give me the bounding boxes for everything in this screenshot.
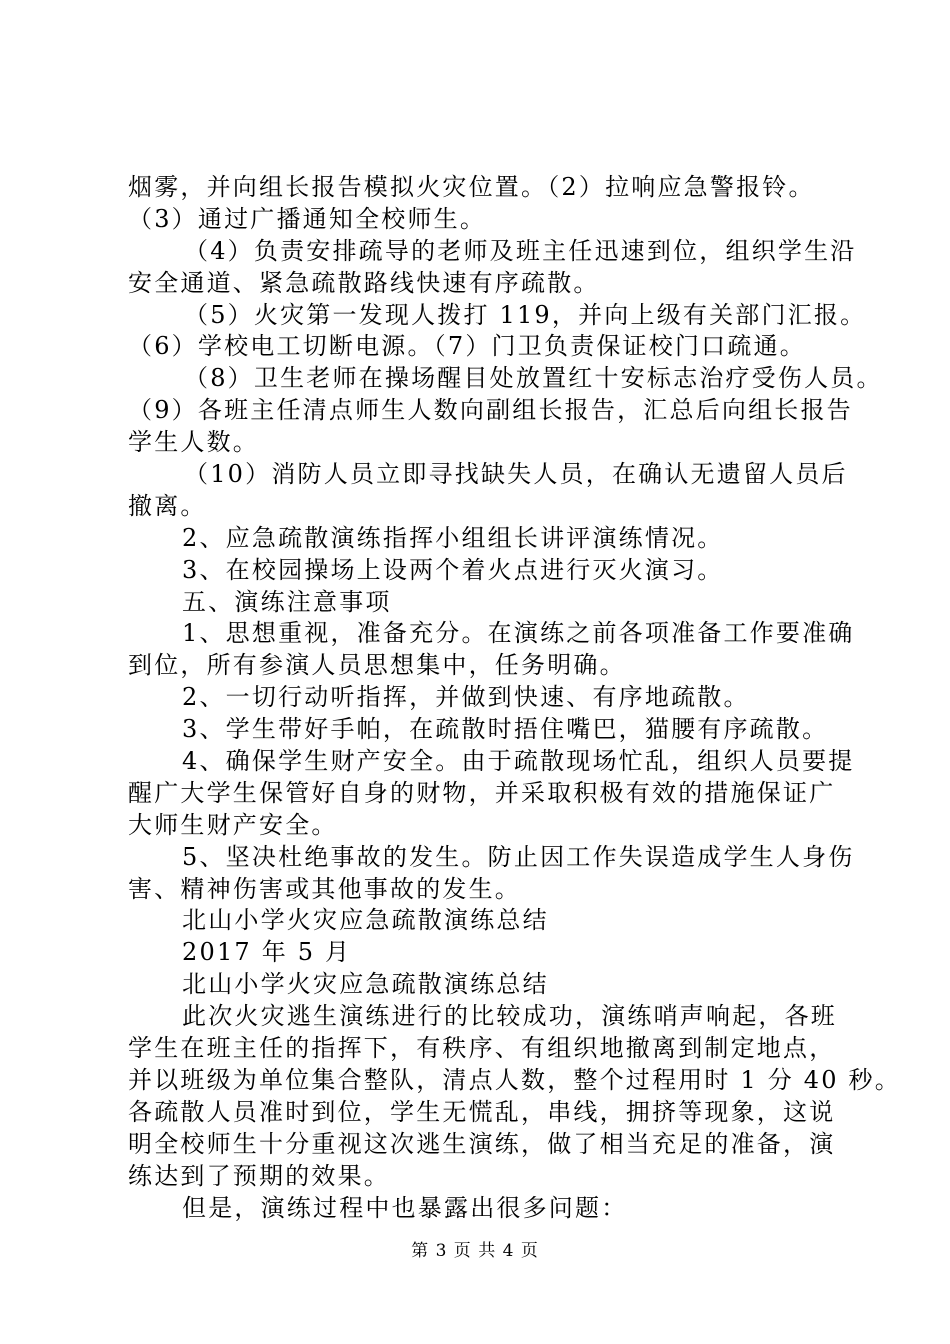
text-line: 2、应急疏散演练指挥小组组长讲评演练情况。: [182, 523, 724, 552]
text-line: 2、一切行动听指挥，并做到快速、有序地疏散。: [182, 683, 750, 712]
text-line: 3、学生带好手帕，在疏散时捂住嘴巴，猫腰有序疏散。: [182, 715, 829, 744]
text-line: 撤离。: [128, 491, 207, 520]
text-line: 5、坚决杜绝事故的发生。防止因工作失误造成学生人身伤: [182, 842, 855, 871]
text-line: （4）负责安排疏导的老师及班主任迅速到位，组织学生沿: [184, 236, 857, 265]
text-line: 练达到了预期的效果。: [128, 1161, 390, 1190]
text-line: （9）各班主任清点师生人数向副组长报告，汇总后向组长报告: [128, 396, 853, 425]
text-line: （3）通过广播通知全校师生。: [128, 204, 487, 233]
text-line: 此次火灾逃生演练进行的比较成功，演练哨声响起，各班: [182, 1002, 837, 1031]
text-line: 到位，所有参演人员思想集中，任务明确。: [128, 651, 626, 680]
text-line: 各疏散人员准时到位，学生无慌乱，串线，拥挤等现象，这说: [128, 1097, 836, 1126]
text-line: （6）学校电工切断电源。（7）门卫负责保证校门口疏通。: [128, 332, 806, 361]
text-line: 明全校师生十分重视这次逃生演练，做了相当充足的准备，演: [128, 1129, 836, 1158]
text-line: （5）火灾第一发现人拨打 119，并向上级有关部门汇报。: [184, 300, 867, 329]
section-heading: 五、演练注意事项: [182, 587, 392, 616]
text-line: （10）消防人员立即寻找缺失人员，在确认无遗留人员后: [184, 460, 848, 489]
text-line: （8）卫生老师在操场醒目处放置红十安标志治疗受伤人员。: [184, 364, 883, 393]
text-line: 大师生财产安全。: [128, 810, 338, 839]
text-line: 3、在校园操场上设两个着火点进行灭火演习。: [182, 555, 724, 584]
text-line: 并以班级为单位集合整队，清点人数，整个过程用时 1 分 40 秒。: [128, 1065, 901, 1094]
document-body: [128, 172, 901, 1224]
document-title: 北山小学火灾应急疏散演练总结: [182, 970, 549, 999]
text-line: 安全通道、紧急疏散路线快速有序疏散。: [128, 268, 600, 297]
text-line: 烟雾，并向组长报告模拟火灾位置。（2）拉响应急警报铃。: [128, 173, 815, 201]
text-line: 学生在班主任的指挥下，有秩序、有组织地撤离到制定地点，: [128, 1034, 836, 1063]
text-line: 醒广大学生保管好自身的财物，并采取积极有效的措施保证广: [128, 778, 836, 807]
text-line: 害、精神伤害或其他事故的发生。: [128, 874, 521, 903]
text-line: 但是，演练过程中也暴露出很多问题：: [182, 1193, 628, 1222]
document-title: 北山小学火灾应急疏散演练总结: [182, 906, 549, 935]
page-footer: 第 3 页 共 4 页: [411, 1241, 539, 1261]
text-line: 学生人数。: [128, 428, 259, 457]
document-date: 2017 年 5 月: [182, 938, 352, 967]
text-line: 1、思想重视，准备充分。在演练之前各项准备工作要准确: [182, 619, 855, 648]
text-line: 4、确保学生财产安全。由于疏散现场忙乱，组织人员要提: [182, 747, 855, 776]
